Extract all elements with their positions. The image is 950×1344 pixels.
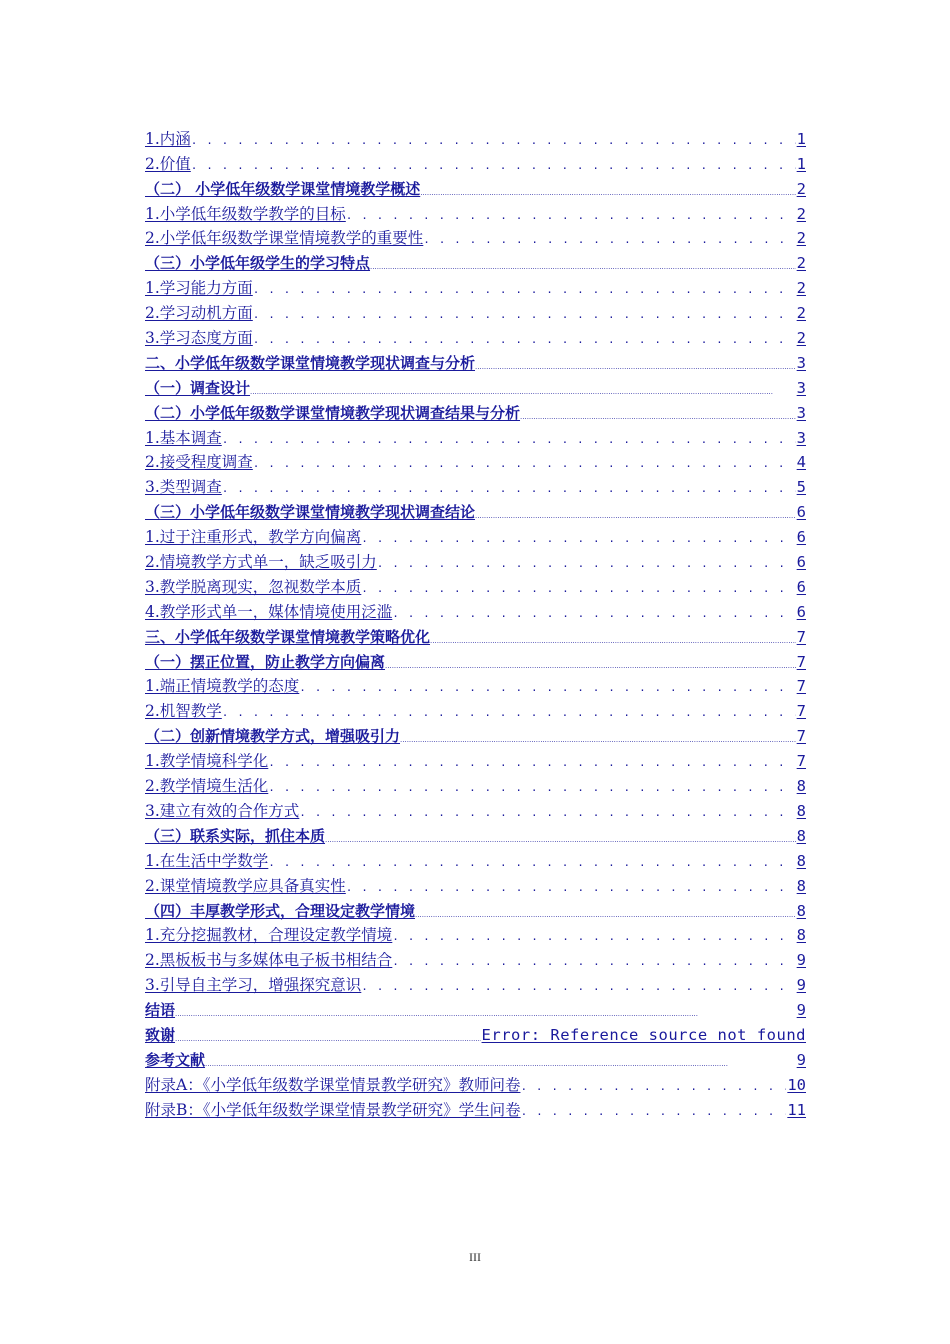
toc-entry-page: 9 [796, 976, 806, 995]
toc-entry-page: Error: Reference source not found [481, 1025, 806, 1044]
toc-entry-title: 三、小学低年级数学课堂情境教学策略优化 [145, 627, 431, 646]
toc-entry-title: （三）小学低年级数学课堂情境教学现状调查结论 [145, 503, 476, 522]
toc-entry-title: （二）创新情境教学方式，增强吸引力 [145, 727, 401, 746]
toc-entry-title: 2.价值 [145, 154, 191, 173]
toc-entry-page: 3 [796, 428, 806, 447]
toc-leader-dots [253, 451, 796, 473]
toc-entry[interactable] [145, 897, 806, 922]
toc-entry-title: （二） 小学低年级数学课堂情境教学概述 [145, 179, 421, 198]
toc-entry[interactable] [145, 324, 806, 349]
toc-entry-title: 3.教学脱离现实，忽视数学本质 [145, 577, 362, 596]
toc-entry-title: 3.学习态度方面 [145, 329, 253, 348]
toc-entry[interactable] [145, 523, 806, 548]
toc-leader-dots [521, 1099, 787, 1121]
toc-entry-page: 10 [787, 1075, 806, 1094]
toc-entry-page: 11 [787, 1100, 806, 1119]
toc-entry-page: 1 [796, 154, 806, 173]
toc-leader-dots [520, 1074, 786, 1096]
toc-entry-title: 附录A：《小学低年级数学课堂情景教学研究》教师问卷 [145, 1075, 521, 1094]
toc-entry-title: 2.接受程度调查 [145, 453, 253, 472]
toc-entry-title: 致谢 [145, 1025, 176, 1044]
toc-entry-title: （一）摆正位置，防止教学方向偏离 [145, 652, 386, 671]
toc-leader-dots [361, 576, 795, 598]
toc-entry-page: 4 [796, 453, 806, 472]
table-of-contents [145, 125, 806, 1121]
toc-entry-page: 7 [796, 627, 806, 646]
toc-entry[interactable] [145, 249, 806, 274]
toc-leader-dots [346, 203, 796, 225]
toc-entry-page: 3 [796, 403, 806, 422]
toc-entry[interactable] [145, 822, 806, 847]
toc-entry-page: 7 [796, 702, 806, 721]
toc-entry-page: 2 [796, 329, 806, 348]
toc-entry-title: 2.机智教学 [145, 702, 222, 721]
toc-entry-page: 6 [796, 553, 806, 572]
toc-entry[interactable] [145, 648, 806, 673]
toc-leader-dots [222, 700, 796, 722]
toc-entry-title: （二）小学低年级数学课堂情境教学现状调查结果与分析 [145, 403, 521, 422]
toc-entry[interactable] [145, 946, 806, 971]
toc-entry-title: 3.引导自主学习，增强探究意识 [145, 976, 362, 995]
toc-entry-title: 2.教学情境生活化 [145, 777, 269, 796]
toc-entry[interactable] [145, 399, 806, 424]
toc-leader-dots [392, 949, 795, 971]
toc-entry-page: 2 [796, 279, 806, 298]
toc-entry[interactable] [145, 847, 806, 872]
toc-entry-title: （三）联系实际，抓住本质 [145, 826, 326, 845]
toc-entry[interactable] [145, 772, 806, 797]
toc-entry-title: 1.在生活中学数学 [145, 851, 269, 870]
toc-entry-page: 8 [796, 926, 806, 945]
toc-entry[interactable] [145, 200, 806, 225]
toc-leader-dots [423, 227, 795, 249]
toc-leader-dots [253, 277, 796, 299]
toc-leader-dots [415, 900, 796, 922]
toc-entry[interactable] [145, 424, 806, 449]
toc-entry-title: 1.端正情境教学的态度 [145, 677, 300, 696]
toc-entry-title: 3.类型调查 [145, 478, 222, 497]
toc-leader-dots [385, 651, 796, 673]
toc-entry-page: 2 [796, 179, 806, 198]
toc-entry[interactable] [145, 274, 806, 299]
toc-entry[interactable] [145, 225, 806, 250]
toc-leader-dots [253, 302, 796, 324]
toc-entry[interactable] [145, 623, 806, 648]
toc-entry-page: 8 [796, 901, 806, 920]
toc-leader-dots [361, 974, 795, 996]
toc-entry[interactable] [145, 349, 806, 374]
toc-entry[interactable] [145, 548, 806, 573]
toc-entry-title: 1.内涵 [145, 129, 191, 148]
toc-entry-page: 7 [796, 677, 806, 696]
toc-entry-page: 2 [796, 204, 806, 223]
toc-leader-dots [430, 626, 796, 648]
toc-entry-title: 4.教学形式单一，媒体情境使用泛滥 [145, 602, 393, 621]
toc-entry[interactable] [145, 722, 806, 747]
toc-entry[interactable] [145, 125, 806, 150]
toc-entry[interactable] [145, 1071, 806, 1096]
toc-entry[interactable] [145, 1021, 806, 1046]
toc-leader-dots [346, 875, 796, 897]
toc-leader-dots [420, 178, 795, 200]
toc-leader-dots [299, 800, 795, 822]
toc-entry[interactable] [145, 498, 806, 523]
toc-entry-page: 6 [796, 503, 806, 522]
toc-entry-page: 8 [796, 826, 806, 845]
toc-entry[interactable] [145, 473, 806, 498]
toc-entry[interactable] [145, 697, 806, 722]
toc-entry-page: 9 [796, 1001, 806, 1020]
toc-entry-title: 二、小学低年级数学课堂情境教学现状调查与分析 [145, 353, 476, 372]
toc-leader-dots [392, 601, 795, 623]
toc-entry[interactable] [145, 299, 806, 324]
toc-entry[interactable] [145, 573, 806, 598]
toc-leader-dots [475, 352, 796, 374]
toc-entry[interactable] [145, 747, 806, 772]
toc-entry-title: 2.小学低年级数学课堂情境教学的重要性 [145, 229, 424, 248]
toc-leader-dots [475, 501, 796, 523]
toc-leader-dots [268, 850, 795, 872]
toc-entry[interactable] [145, 1096, 806, 1121]
toc-entry-page: 7 [796, 752, 806, 771]
toc-entry-title: 2.学习动机方面 [145, 304, 253, 323]
toc-leader-dots [250, 377, 796, 399]
toc-entry[interactable] [145, 374, 806, 399]
toc-entry[interactable] [145, 996, 806, 1021]
toc-entry[interactable] [145, 971, 806, 996]
page-number: III [469, 1250, 481, 1264]
toc-leader-dots [520, 402, 796, 424]
toc-entry-page: 2 [796, 254, 806, 273]
toc-entry-title: 1.教学情境科学化 [145, 752, 269, 771]
toc-leader-dots [222, 476, 796, 498]
toc-entry-title: 附录B：《小学低年级数学课堂情景教学研究》学生问卷 [145, 1100, 521, 1119]
toc-entry-page: 8 [796, 801, 806, 820]
toc-leader-dots [268, 750, 795, 772]
toc-entry-title: 2.情境教学方式单一，缺乏吸引力 [145, 553, 377, 572]
toc-entry[interactable] [145, 175, 806, 200]
toc-entry-title: （三）小学低年级学生的学习特点 [145, 254, 371, 273]
toc-entry[interactable] [145, 922, 806, 947]
toc-entry-page: 8 [796, 876, 806, 895]
toc-entry-title: 1.小学低年级数学教学的目标 [145, 204, 346, 223]
toc-leader-dots [191, 153, 796, 175]
toc-entry-page: 3 [796, 353, 806, 372]
toc-entry-page: 9 [796, 951, 806, 970]
toc-entry-title: （一）调查设计 [145, 378, 251, 397]
toc-leader-dots [175, 1024, 481, 1046]
toc-leader-dots [325, 825, 796, 847]
toc-leader-dots [377, 551, 796, 573]
toc-entry[interactable] [145, 872, 806, 897]
toc-leader-dots [392, 924, 795, 946]
toc-leader-dots [400, 725, 796, 747]
toc-leader-dots [361, 526, 795, 548]
toc-entry-page: 7 [796, 652, 806, 671]
toc-leader-dots [268, 775, 795, 797]
toc-entry-title: 1.充分挖掘教材，合理设定教学情境 [145, 926, 393, 945]
toc-entry-title: 2.课堂情境教学应具备真实性 [145, 876, 346, 895]
toc-entry[interactable] [145, 673, 806, 698]
toc-entry-page: 2 [796, 304, 806, 323]
toc-entry-title: 1.过于注重形式，教学方向偏离 [145, 528, 362, 547]
toc-leader-dots [191, 128, 796, 150]
toc-entry-page: 8 [796, 851, 806, 870]
toc-entry-page: 6 [796, 577, 806, 596]
toc-entry[interactable] [145, 150, 806, 175]
toc-entry-page: 6 [796, 602, 806, 621]
toc-entry-page: 1 [796, 129, 806, 148]
toc-leader-dots [205, 1049, 796, 1071]
toc-entry-title: 2.黑板板书与多媒体电子板书相结合 [145, 951, 393, 970]
toc-entry-title: （四）丰厚教学形式，合理设定教学情境 [145, 901, 416, 920]
toc-leader-dots [222, 427, 796, 449]
toc-leader-dots [175, 999, 796, 1021]
toc-entry-title: 结语 [145, 1001, 176, 1020]
toc-entry-title: 1.基本调查 [145, 428, 222, 447]
toc-entry-title: 1.学习能力方面 [145, 279, 253, 298]
toc-entry-title: 3.建立有效的合作方式 [145, 801, 300, 820]
toc-entry[interactable] [145, 449, 806, 474]
toc-entry-page: 2 [796, 229, 806, 248]
toc-entry-page: 5 [796, 478, 806, 497]
toc-leader-dots [299, 675, 795, 697]
toc-entry-page: 6 [796, 528, 806, 547]
toc-leader-dots [370, 252, 796, 274]
toc-entry[interactable] [145, 598, 806, 623]
toc-entry-page: 9 [796, 1050, 806, 1069]
toc-entry-page: 7 [796, 727, 806, 746]
toc-leader-dots [253, 327, 796, 349]
toc-entry[interactable] [145, 797, 806, 822]
toc-entry-page: 3 [796, 378, 806, 397]
toc-entry-title: 参考文献 [145, 1050, 206, 1069]
toc-entry[interactable] [145, 1046, 806, 1071]
toc-entry-page: 8 [796, 777, 806, 796]
